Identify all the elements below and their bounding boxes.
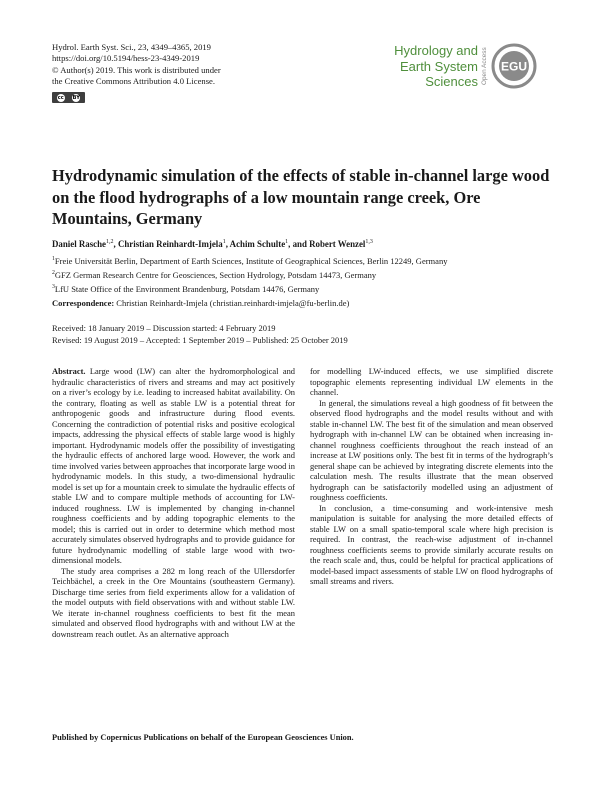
citation: Hydrol. Earth Syst. Sci., 23, 4349–4365, 2019 bbox=[52, 42, 211, 52]
author-separator: , and bbox=[288, 239, 310, 249]
cc-icon: cc bbox=[57, 94, 64, 101]
abstract-column-left bbox=[52, 366, 295, 639]
published-date-line: Revised: 19 August 2019 – Accepted: 1 September 2019 – Published: 25 October 2019 bbox=[52, 335, 348, 345]
author-affiliation-marker: 1,2 bbox=[106, 239, 114, 246]
abstract-paragraph: In conclusion, a time-consuming and work-intensive mesh manipulation is suitable for analysing the more detailed effects of stable LW on a small spatio-temporal scale where high precision is required. In contrast, the reach-wise adjustment of in-channel roughness coefficients seems to provide similarly accurate results on the reach scale and, thus, could be helpful for practical applications of model-based impact assessments of stable LW on flood hydrographs of small streams and rivers. bbox=[310, 502, 553, 586]
author-affiliation-marker: 1 bbox=[222, 239, 226, 246]
abstract-paragraph: for modelling LW-induced effects, we use simplified discrete topographic elements representing individual LW elements in the channel. bbox=[310, 366, 553, 397]
publication-dates bbox=[52, 322, 552, 346]
correspondence-label: Correspondence: bbox=[52, 298, 115, 308]
author-separator: , bbox=[225, 239, 230, 249]
affiliation-text: GFZ German Research Centre for Geosciences, Section Hydrology, Potsdam 14473, Germany bbox=[54, 269, 377, 280]
author-name: Achim Schulte bbox=[229, 239, 286, 249]
author-separator: , bbox=[113, 239, 118, 249]
received-date-line: Received: 18 January 2019 – Discussion started: 4 February 2019 bbox=[52, 323, 276, 333]
affiliation-text: Freie Universität Berlin, Department of Earth Sciences, Institute of Geographical Sciences, Berlin 12249, Germany bbox=[54, 255, 448, 266]
author-name: Christian Reinhardt-Imjela bbox=[117, 239, 223, 249]
abstract-text: Large wood (LW) can alter the hydromorphological and hydraulic characteristics of rivers and streams and may act positively on a river’s ecology by i.e. leading to increased habitat availability. On the contrary, floating as well as stable LW is a potential threat for anthropogenic goods and infrastructure during flood events. Concerning the contradiction of potential risks and positive ecological impacts, addressing the physical effects of stable large wood is highly important. Hydrodynamic models offer the possibility of investigating the hydraulic effects of anchored large wood. However, the work and time involved varies between approaches that incorporate large wood in hydrodynamic models. In this study, a two-dimensional hydraulic model is set up for a mountain creek to simulate the hydraulic effects of stable LW and to compare multiple methods of accounting for LW-induced roughness. LW is implemented by changing in-channel roughness coefficients and by adding topographic elements to the model; this is carried out in order to determine which method most accurately simulates observed hydrographs and to provide guidance for future hydrodynamic modelling of stable large wood with two-dimensional models. bbox=[52, 366, 296, 565]
author-list bbox=[52, 239, 552, 249]
affiliation-item bbox=[52, 281, 552, 295]
doi-link[interactable]: https://doi.org/10.5194/hess-23-4349-2019 bbox=[52, 53, 200, 64]
abstract-label: Abstract. bbox=[52, 366, 86, 376]
author-name: Daniel Rasche bbox=[52, 239, 106, 249]
affiliation-item bbox=[52, 267, 552, 281]
journal-name-line: Sciences bbox=[425, 74, 478, 89]
abstract-paragraph: The study area comprises a 282 m long reach of the Ullersdorfer Teichbächel, a creek in the Ore Mountains (southeastern Germany). Discharge time series from field experiments allow for a validation of the model outputs with field observations with and without stable LW. We iterate in-channel roughness coefficients to best fit the mean simulated and observed flood hydrographs with and without LW at the downstream reach outlet. As an alternative approach bbox=[52, 565, 295, 639]
abstract-paragraph: In general, the simulations reveal a high goodness of fit between the observed flood hydrographs and the model results without and with stable in-channel LW. The best fit of the simulation and mean observed hydrograph with in-channel LW can be obtained when increasing in-channel roughness coefficients throughout the reach instead of an increase at LW positions only. The best fit in terms of the hydrograph’s general shape can be achieved by integrating discrete elements into the calculation mesh. The results illustrate that the mean observed hydrograph can be satisfactorily modelled using an adjustment of roughness coefficients. bbox=[310, 397, 553, 502]
journal-name bbox=[378, 43, 478, 90]
journal-name-line: Earth System bbox=[399, 58, 478, 74]
egu-logo-text: EGU bbox=[500, 59, 528, 74]
affiliation-list bbox=[52, 253, 552, 295]
author-affiliation-marker: 1,3 bbox=[365, 239, 373, 246]
affiliation-item bbox=[52, 253, 552, 267]
egu-logo-icon bbox=[491, 43, 537, 89]
affiliation-number: 3 bbox=[52, 284, 55, 291]
publisher-footer: Published by Copernicus Publications on behalf of the European Geosciences Union. bbox=[52, 733, 354, 742]
by-icon: BY bbox=[72, 94, 80, 101]
license-notice: the Creative Commons Attribution 4.0 License. bbox=[52, 76, 216, 87]
affiliation-text: LfU State Office of the Environment Brandenburg, Potsdam 14476, Germany bbox=[54, 283, 320, 294]
author-affiliation-marker: 1 bbox=[285, 239, 289, 246]
article-title: Hydrodynamic simulation of the effects of stable in-channel large wood on the flood hydrographs of a low mountain range creek, Ore Mountains, Germany bbox=[52, 166, 550, 228]
copyright-notice: © Author(s) 2019. This work is distributed under bbox=[52, 64, 221, 75]
article-metadata bbox=[52, 42, 352, 88]
correspondence-contact[interactable]: Christian Reinhardt-Imjela (christian.reinhardt-imjela@fu-berlin.de) bbox=[116, 298, 350, 308]
author-name: Robert Wenzel bbox=[309, 239, 366, 249]
journal-name-line: Hydrology and bbox=[394, 43, 478, 58]
correspondence bbox=[52, 298, 552, 308]
affiliation-number: 1 bbox=[52, 256, 55, 262]
cc-by-license-icon[interactable] bbox=[52, 92, 85, 103]
affiliation-number: 2 bbox=[52, 270, 55, 277]
abstract-paragraph bbox=[52, 366, 295, 566]
open-access-label: Open Access bbox=[481, 47, 488, 85]
abstract-column-right bbox=[310, 366, 553, 587]
